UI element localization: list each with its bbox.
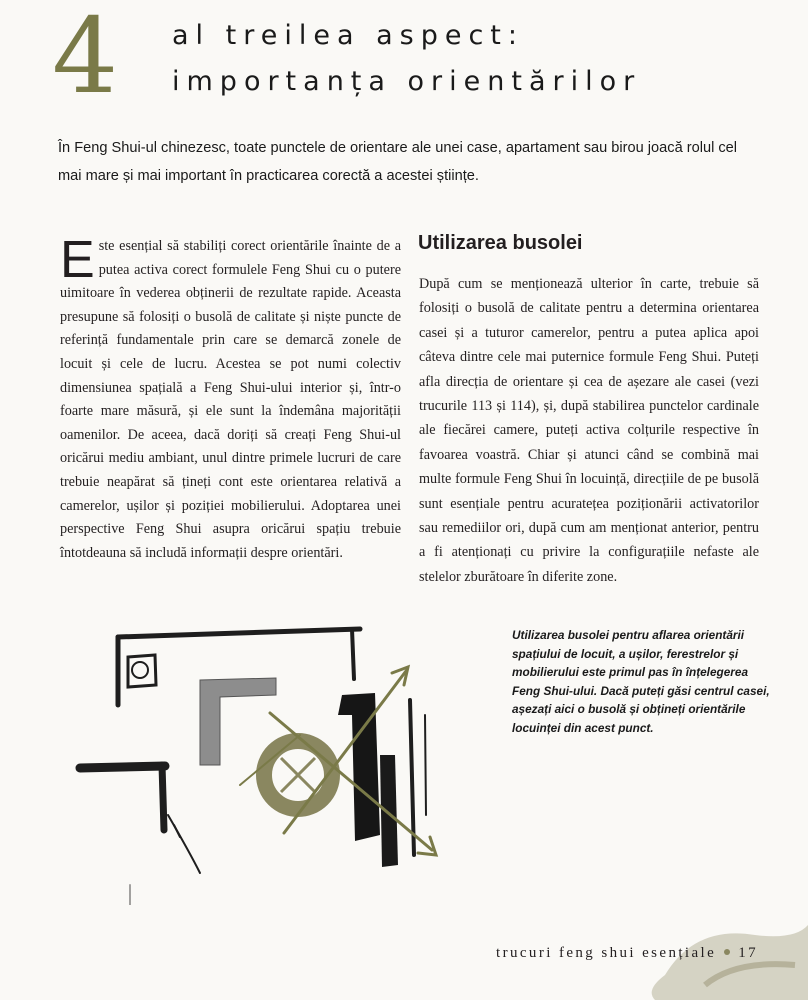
chapter-title-line-2: importanța orientărilor — [172, 66, 642, 97]
section-heading: Utilizarea busolei — [418, 232, 583, 254]
bullet-icon — [724, 949, 730, 955]
compass-icon — [264, 741, 332, 809]
left-column-body — [60, 231, 401, 565]
intro-paragraph: În Feng Shui-ul chinezesc, toate punctele de orientare ale unei case, apartament sau birou joacă rolul cel mai mare și mai important în practicarea corectă a acestei științe. — [58, 140, 738, 184]
page-footer — [496, 945, 758, 962]
running-title: trucuri feng shui esențiale — [496, 945, 717, 961]
dropcap-letter: E — [60, 231, 95, 289]
dark-wall-block-2 — [380, 755, 398, 867]
right-column-body: După cum se menționează ulterior în carte, trebuie să folosiți o busolă de calitate pentru a determina orientarea casei și a tuturor camerelor, pentru a putea aplica apoi câteva dintre cele mai puternice formule Feng Shui. Puteți afla direcția de orientare și cea de așezare ale casei (vezi trucurile 113 și 114), și, după stabilirea punctelor cardinale ale fiecărei camere, puteți activa colțurile respective în favoarea voastră. Chiar și atunci când se combină mai multe formule Feng Shui în locuință, direcțiile de pe busolă sunt esențiale pentru acuratețea poziționării activatorilor sau remediilor ori, după cum am menționat anterior, pentru a fi atenționați cu privire la configurațiile nefaste ale stelelor zburătoare în diferite zone. — [419, 276, 759, 585]
floor-plan-compass-illustration — [70, 615, 470, 905]
left-column-text: ste esențial să stabiliți corect orientările înainte de a putea activa corect formulele Feng Shui cu o putere uimitoare în vederea obținerii de rezultate rapide. Aceasta presupune să folosiți o busolă de calitate și niște puncte de referință fundamentale prin care se demarcă zonele de locuit și cele de lucru. Acestea se pot numi colectiv dimensiunea spațială a Feng Shui-ului interior și, într-o foarte mare măsură, și ele sunt la îndemâna majorității oamenilor. De aceea, dacă doriți să creați Feng Shui-ul oricărui mediu ambiant, unul dintre primele lucruri de care trebuie neapărat să țineți cont este orientarea relativă a camerelor, ușilor și poziției mobilierului. Adoptarea unei perspective Feng Shui asupra oricărui spațiu trebuie întotdeauna să includă informații despre orientări. — [60, 238, 401, 561]
chapter-number: 4 — [52, 0, 119, 117]
chapter-title-line-1: al treilea aspect: — [172, 20, 524, 51]
illustration-caption: Utilizarea busolei pentru aflarea orientării spațiului de locuit, a ușilor, ferestrelor și mobilierului este primul pas în înțelegerea Feng Shui-ului. Dacă puteți găsi centrul casei, așezați aici o busolă și obțineți orientările locuinței din acest punct. — [512, 628, 770, 735]
page-number: 17 — [738, 945, 758, 961]
